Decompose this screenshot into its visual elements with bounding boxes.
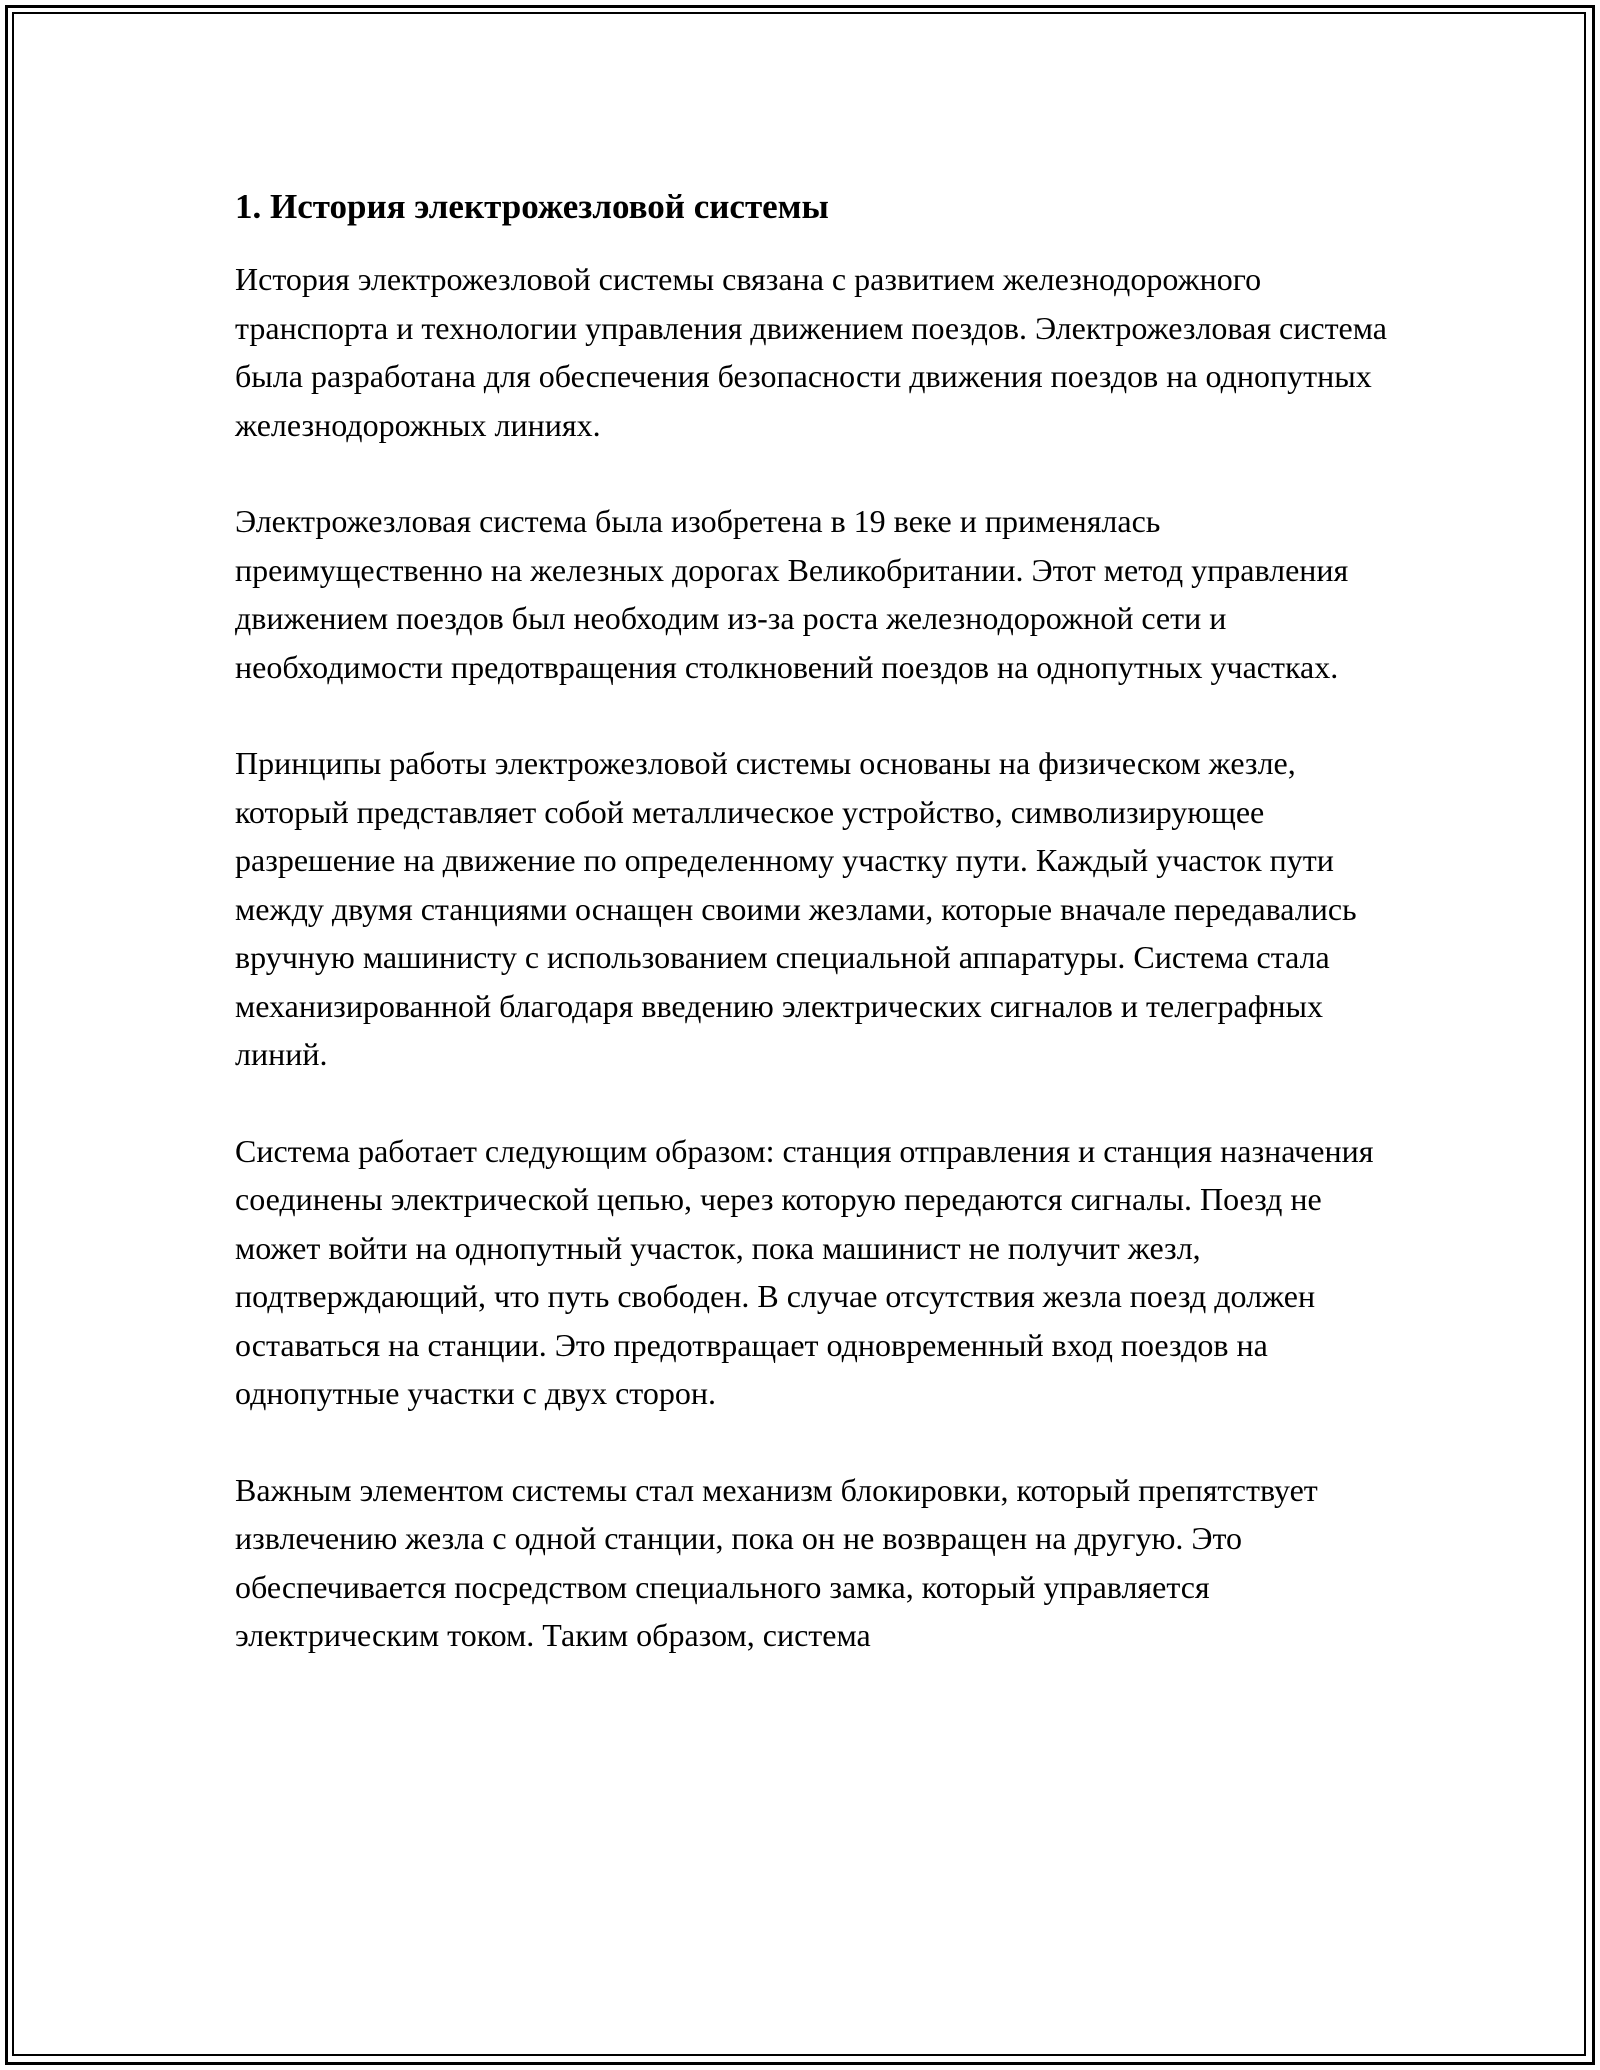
section-heading: 1. История электрожезловой системы	[235, 187, 829, 226]
document-body	[235, 185, 1395, 1708]
paragraph-5: Важным элементом системы стал механизм блокировки, который препятствует извлечению жезла с одной станции, пока он не возвращен на другую. Это обеспечивается посредством специального замка, который управляется электрическим током. Таким образом, система	[235, 1471, 1318, 1653]
paragraph-3: Принципы работы электрожезловой системы основаны на физическом жезле, который представляет собой металлическое устройство, символизирующее разрешение на движение по определенному участку пути. Каждый участок пути между двумя станциями оснащен своими жезлами, которые вначале передавались вручную машинисту с использованием специальной аппаратуры. Система стала механизированной благодаря введению электрических сигналов и телеграфных линий.	[235, 745, 1357, 1072]
paragraph-4: Система работает следующим образом: станция отправления и станция назначения соединены электрической цепью, через которую передаются сигналы. Поезд не может войти на однопутный участок, пока машинист не получит жезл, подтверждающий, что путь свободен. В случае отсутствия жезла поезд должен оставаться на станции. Это предотвращает одновременный вход поездов на однопутные участки с двух сторон.	[235, 1132, 1374, 1411]
paragraph-1: История электрожезловой системы связана с развитием железнодорожного транспорта и технологии управления движением поездов. Электрожезловая система была разработана для обеспечения безопасности движения поездов на однопутных железнодорожных линиях.	[235, 261, 1387, 443]
paragraph-2: Электрожезловая система была изобретена в 19 веке и применялась преимущественно на железных дорогах Великобритании. Этот метод управления движением поездов был необходим из-за роста железнодорожной сети и необходимости предотвращения столкновений поездов на однопутных участках.	[235, 503, 1349, 685]
